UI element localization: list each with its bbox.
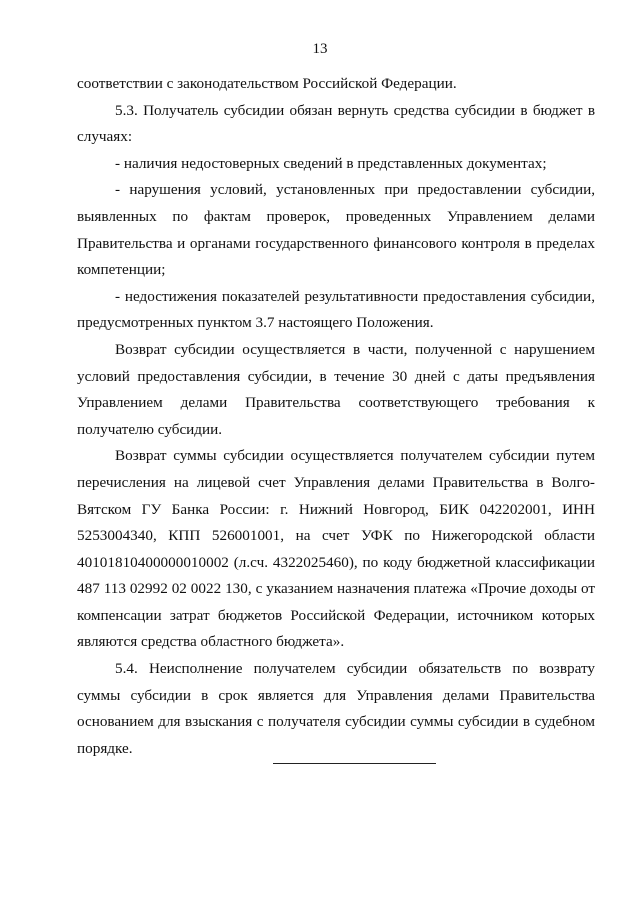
paragraph-5-4: 5.4. Неисполнение получателем субсидии обязательств по возврату суммы субсидии в срок является для Управления делами Правительства основанием для взыскания с получателя субсидии суммы субсидии в судебном порядке. [77, 660, 595, 757]
end-separator-line [273, 763, 436, 764]
paragraph-continuation: соответствии с законодательством Российской Федерации. [77, 75, 457, 92]
list-item-indicators-not-achieved: - недостижения показателей результативности предоставления субсидии, предусмотренных пунктом 3.7 настоящего Положения. [77, 287, 595, 332]
list-item-violation-of-conditions: - нарушения условий, установленных при предоставлении субсидии, выявленных по фактам проверок, проведенных Управлением делами Правительства и органами государственного финансового контроля в пределах компетенции; [77, 181, 595, 279]
page-number: 13 [312, 41, 328, 57]
document-body [77, 71, 595, 762]
list-item-unreliable-info: - наличия недостоверных сведений в представленных документах; [115, 154, 547, 172]
paragraph-refund-details: Возврат суммы субсидии осуществляется получателем субсидии путем перечисления на лицевой счет Управления делами Правительства в Волго-Вятском ГУ Банка России: г. Нижний Новгород, БИК 042202001, ИНН 5253004340, КПП 526001001, на счет УФК по Нижегородской области 40101810400000010002 (л.сч. 4322025460), по коду бюджетной классификации 487 113 02992 02 0022 130, с указанием назначения платежа «Прочие доходы от компенсации затрат бюджетов Российской Федерации, источником которых являются средства областного бюджета». [77, 447, 595, 651]
paragraph-refund-term: Возврат субсидии осуществляется в части, полученной с нарушением условий предоставления субсидии, в течение 30 дней с даты предъявления Управлением делами Правительства соответствующего требования к получателю субсидии. [77, 340, 595, 438]
paragraph-5-3: 5.3. Получатель субсидии обязан вернуть средства субсидии в бюджет в случаях: [77, 101, 595, 146]
